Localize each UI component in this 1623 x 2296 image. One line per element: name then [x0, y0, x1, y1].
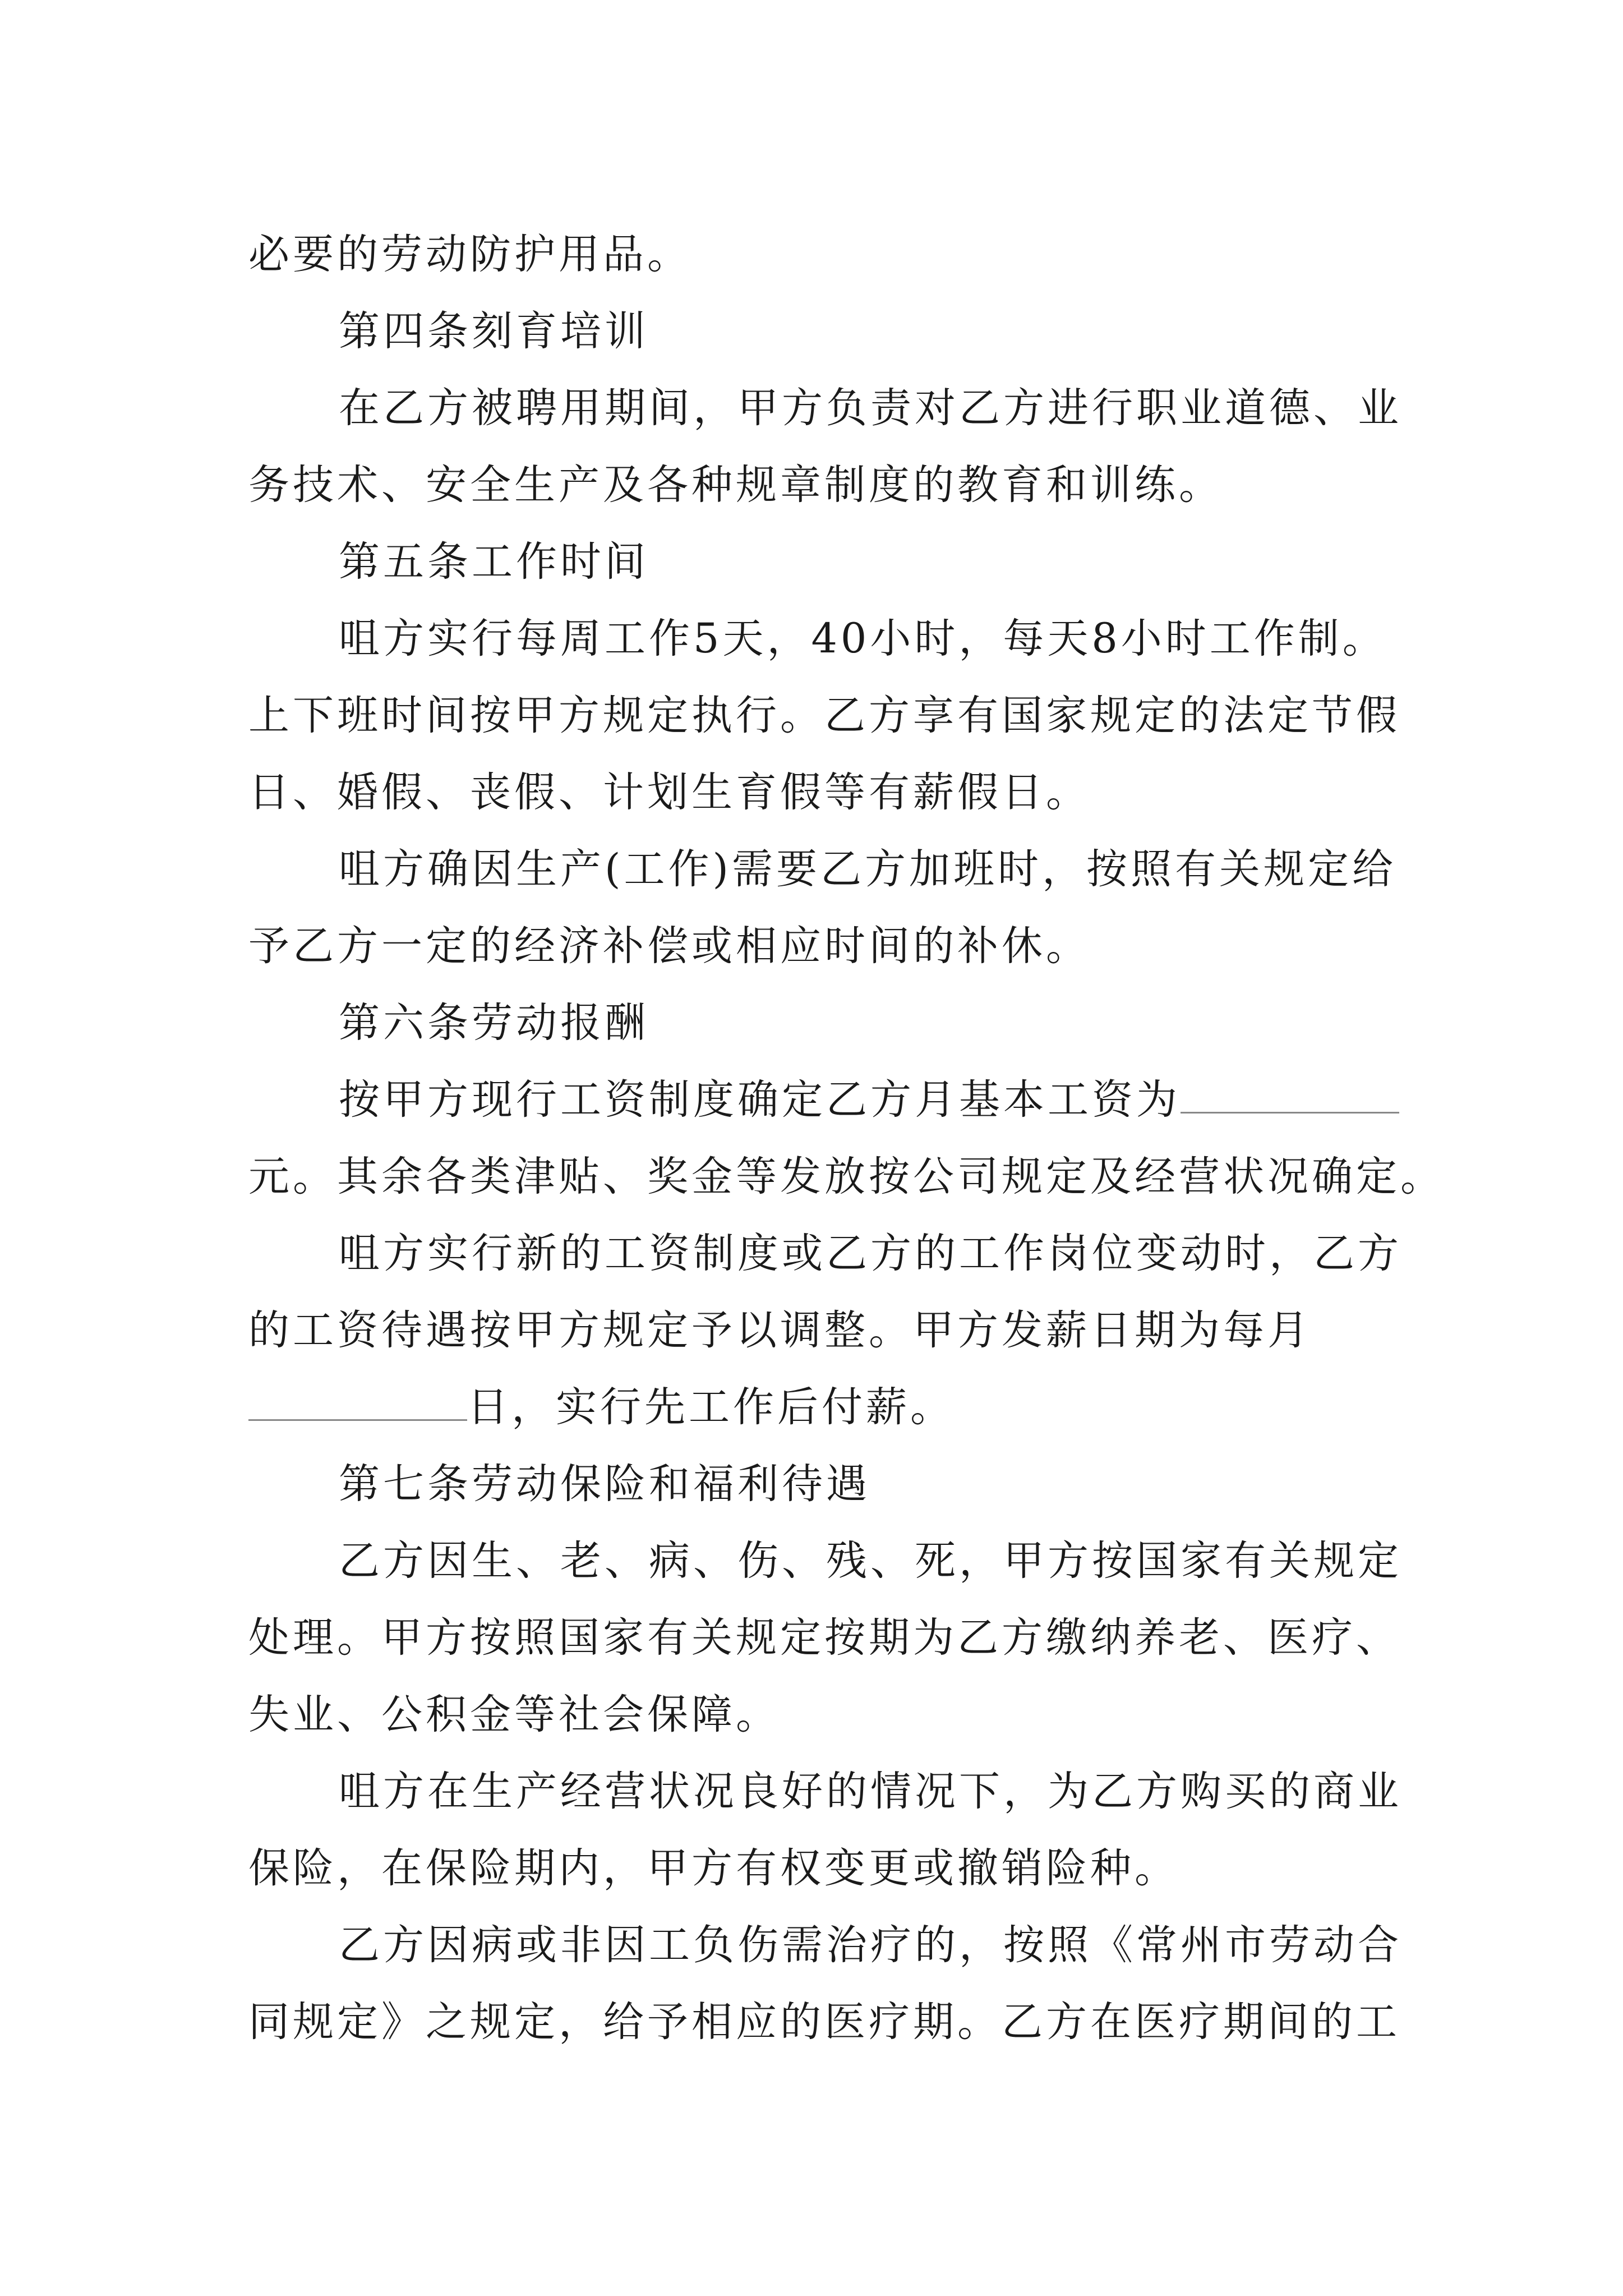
text-line: 处理。甲方按照国家有关规定按期为乙方缴纳养老、医疗、 [248, 1614, 1400, 1662]
paragraph-line: 乙方因病或非因工负伤需治疗的，按照《常州市劳动合 [339, 1921, 1402, 1969]
paragraph-line: 咀方确因生产(工作)需要乙方加班时，按照有关规定给 [339, 845, 1396, 893]
text-line: 保险，在保险期内，甲方有权变更或撤销险种。 [248, 1844, 1179, 1892]
paragraph-line: 咀方实行每周工作5天，40小时，每天8小时工作制。 [339, 615, 1387, 662]
paragraph-line: 乙方因生、老、病、伤、残、死，甲方按国家有关规定 [339, 1537, 1402, 1585]
paragraph-line [248, 1061, 1398, 1138]
salary-text: 按甲方现行工资制度确定乙方月基本工资为 [339, 1076, 1181, 1124]
text-line: 的工资待遇按甲方规定予以调整。甲方发薪日期为每月 [248, 1306, 1312, 1354]
paragraph-line: 咀方实行新的工资制度或乙方的工作岗位变动时，乙方 [339, 1230, 1402, 1277]
text-line: 必要的劳动防护用品。 [248, 231, 691, 278]
paragraph-line: 咀方在生产经营状况良好的情况下，为乙方购买的商业 [339, 1768, 1402, 1815]
article-heading-4: 第四条刻育培训 [339, 307, 649, 355]
text-line: 失业、公积金等社会保障。 [248, 1691, 780, 1738]
text-line: 上下班时间按甲方规定执行。乙方享有国家规定的法定节假 [248, 692, 1400, 739]
text-line: 元。其余各类津贴、奖金等发放按公司规定及经营状况确定。 [248, 1153, 1445, 1200]
text-line: 同规定》之规定，给予相应的医疗期。乙方在医疗期间的工 [248, 1998, 1400, 2046]
article-heading-7: 第七条劳动保险和福利待遇 [339, 1460, 870, 1508]
salary-blank [1181, 1078, 1399, 1114]
text-line [248, 1369, 1398, 1446]
contract-text [248, 216, 1445, 2060]
payday-blank [248, 1386, 467, 1421]
article-heading-5: 第五条工作时间 [339, 538, 649, 586]
payday-text: 日，实行先工作后付薪。 [467, 1383, 955, 1431]
text-line: 予乙方一定的经济补偿或相应时间的补休。 [248, 922, 1090, 970]
text-line: 日、婚假、丧假、计划生育假等有薪假日。 [248, 769, 1090, 816]
paragraph-line: 在乙方被聘用期间，甲方负责对乙方进行职业道德、业 [339, 384, 1402, 432]
text-line: 务技术、安全生产及各种规章制度的教育和训练。 [248, 461, 1223, 509]
article-heading-6: 第六条劳动报酬 [339, 999, 649, 1047]
